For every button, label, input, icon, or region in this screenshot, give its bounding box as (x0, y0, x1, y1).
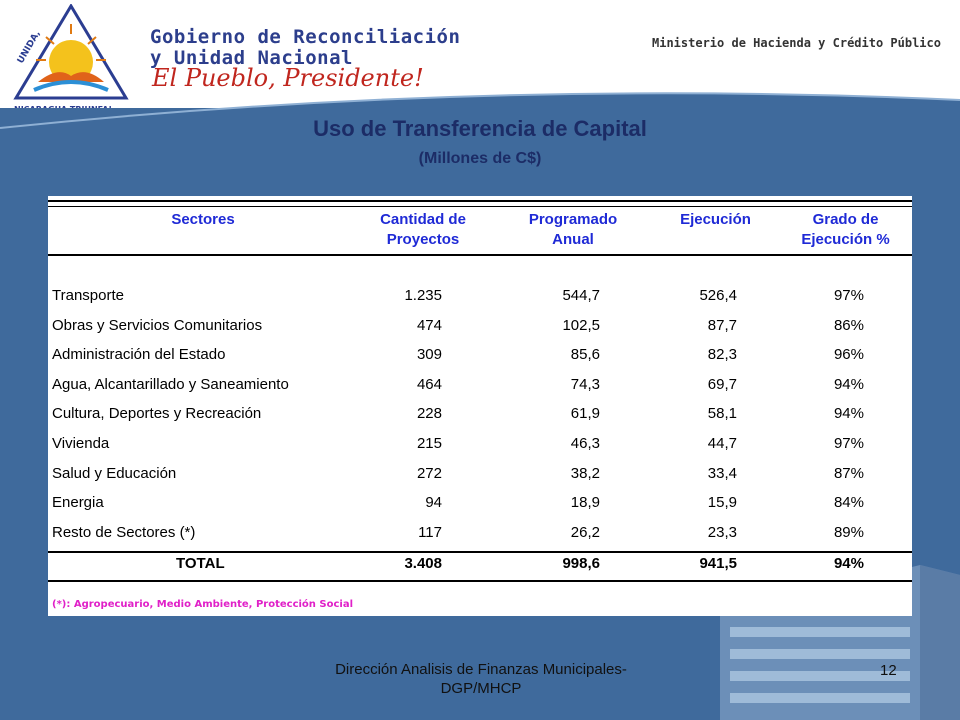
header-grado: Grado de Ejecución % (801, 211, 890, 248)
cell-cantidad: 228 (416, 405, 442, 423)
header-sectores: Sectores (171, 211, 235, 228)
header-bottom-rule (48, 254, 912, 256)
slide-subtitle: (Millones de C$) (418, 150, 542, 167)
cell-programado: 544,7 (562, 287, 600, 304)
slogan: El Pueblo, Presidente! (152, 64, 424, 92)
cell-grado: 94% (833, 375, 864, 393)
table-footnote: (*): Agropecuario, Medio Ambiente, Protección Social (52, 599, 354, 610)
cell-sector: Cultura, Deportes y Recreación (52, 405, 262, 423)
total-ejecucion: 941,5 (699, 555, 737, 572)
cell-sector: Salud y Educación (52, 464, 177, 482)
cell-grado: 97% (833, 287, 864, 304)
cell-sector: Obras y Servicios Comunitarios (52, 316, 263, 334)
cell-programado: 61,9 (570, 405, 600, 423)
page-number: 12 (880, 662, 897, 679)
table-top-rule (48, 200, 912, 202)
cell-ejecucion: 526,4 (699, 287, 737, 304)
header-programado: Programado Anual (528, 211, 618, 248)
cell-grado: 96% (833, 346, 864, 364)
cell-ejecucion: 69,7 (707, 375, 737, 393)
cell-grado: 94% (833, 405, 864, 423)
government-name-line2: y Unidad Nacional (150, 47, 353, 69)
cell-cantidad: 309 (416, 346, 442, 364)
cell-programado: 85,6 (570, 346, 600, 364)
cell-programado: 18,9 (570, 494, 600, 512)
slide-title: Uso de Transferencia de Capital (313, 116, 647, 141)
cell-cantidad: 94 (425, 494, 442, 512)
logo-text-top: UNIDA, (15, 29, 43, 66)
cell-grado: 89% (833, 523, 864, 541)
cell-ejecucion: 58,1 (707, 405, 737, 423)
cell-grado: 86% (833, 316, 864, 334)
cell-cantidad: 117 (418, 523, 442, 541)
cell-sector: Resto de Sectores (*) (52, 523, 196, 541)
cell-cantidad: 1.235 (404, 287, 442, 304)
cell-programado: 26,2 (570, 523, 600, 541)
cell-ejecucion: 23,3 (707, 523, 737, 541)
cell-ejecucion: 82,3 (707, 346, 737, 364)
cell-grado: 87% (833, 464, 864, 482)
total-cantidad: 3.408 (404, 555, 442, 572)
data-table (48, 196, 912, 616)
total-programado: 998,6 (562, 555, 600, 572)
cell-sector: Energia (52, 494, 104, 512)
cell-sector: Administración del Estado (52, 346, 226, 364)
cell-grado: 84% (833, 494, 864, 512)
ministry-name: Ministerio de Hacienda y Crédito Público (652, 36, 941, 50)
cell-sector: Vivienda (52, 435, 110, 452)
cell-sector: Agua, Alcantarillado y Saneamiento (52, 375, 289, 393)
total-bottom-rule (48, 580, 912, 582)
cell-programado: 74,3 (570, 375, 600, 393)
header-ejecucion: Ejecución (680, 211, 751, 228)
cell-ejecucion: 44,7 (707, 435, 737, 452)
cell-grado: 97% (833, 435, 864, 452)
cell-cantidad: 474 (416, 316, 442, 334)
cell-cantidad: 464 (416, 375, 442, 393)
total-grado: 94% (833, 555, 864, 572)
total-label: TOTAL (176, 555, 225, 572)
cell-ejecucion: 15,9 (707, 494, 737, 512)
cell-sector: Transporte (52, 287, 124, 304)
cell-programado: 46,3 (570, 435, 600, 452)
cell-ejecucion: 87,7 (707, 316, 737, 334)
cell-ejecucion: 33,4 (707, 464, 737, 482)
cell-programado: 102,5 (562, 316, 600, 334)
footer-text: Dirección Analisis de Finanzas Municipales-DGP/MHCP (335, 661, 627, 697)
cell-cantidad: 215 (416, 435, 442, 452)
table-top-rule-2 (48, 206, 912, 207)
cell-cantidad: 272 (416, 464, 442, 482)
cell-programado: 38,2 (570, 464, 600, 482)
government-name-line1: Gobierno de Reconciliación (150, 26, 461, 48)
header-cantidad: Cantidad de Proyectos (380, 211, 466, 248)
